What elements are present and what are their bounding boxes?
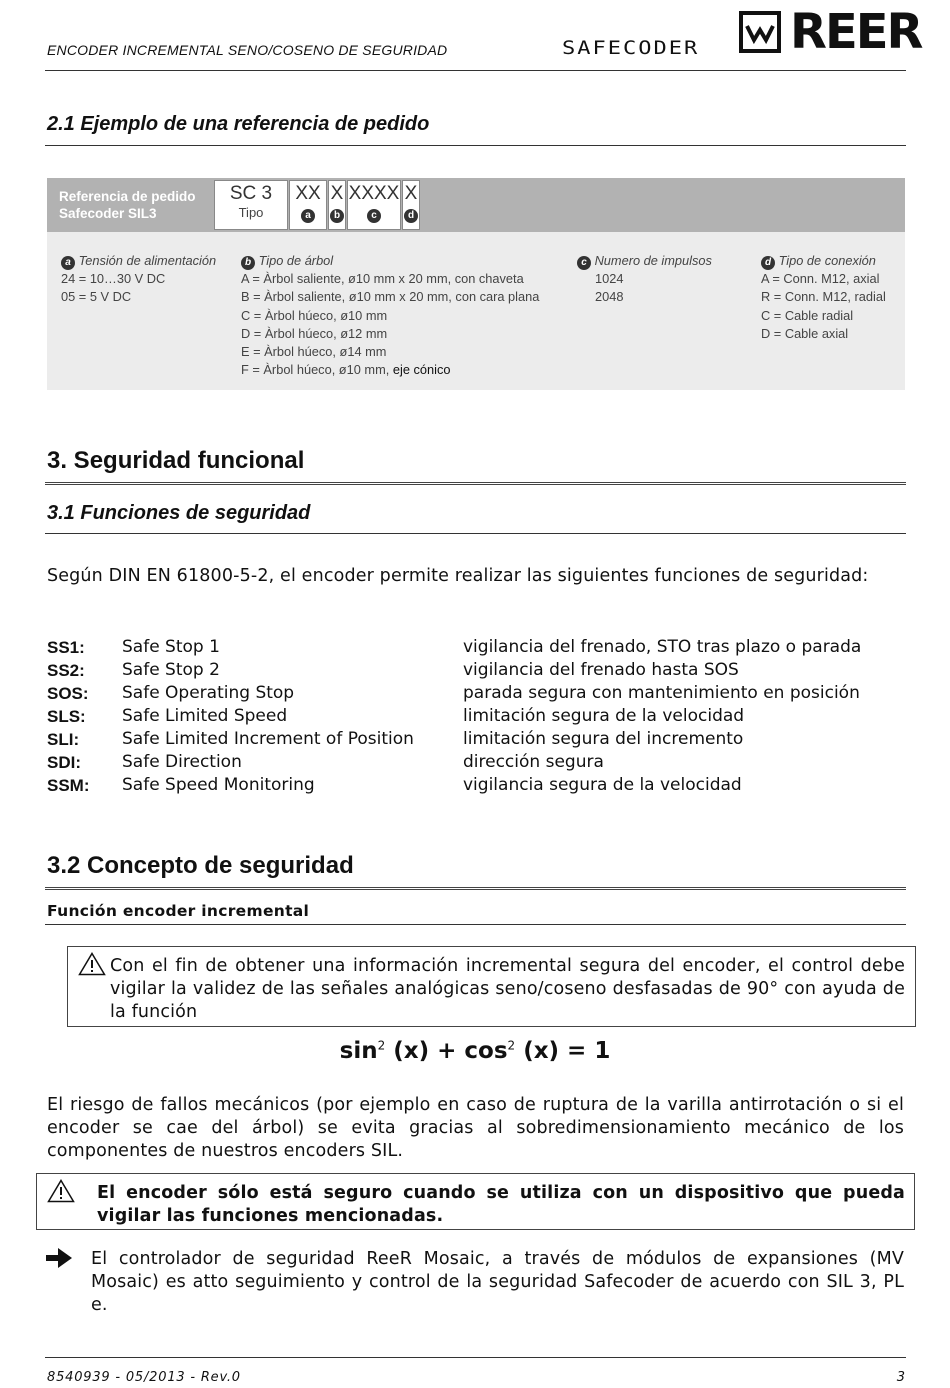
warning-triangle-icon xyxy=(78,952,106,976)
section-3-1-rule xyxy=(45,533,906,534)
function-row: SLS: Safe Limited Speed limitación segura de la velocidad xyxy=(47,706,745,726)
code-box-d: X d xyxy=(402,180,420,230)
warning-text-signals: Con el fin de obtener una información incremental segura del encoder, el control debe vigilar la validez de las señales analógicas seno/coseno desfasadas de 90° con ayuda de la función xyxy=(110,956,905,1022)
warning-text-monitoring: El encoder sólo está seguro cuando se utiliza con un dispositivo que pueda vigilar las funciones mencionadas. xyxy=(97,1183,905,1226)
safety-functions-table xyxy=(47,636,907,797)
footer-document-id: 8540939 - 05/2013 - Rev.0 xyxy=(47,1370,241,1385)
section-3-heading: 3. Seguridad funcional xyxy=(47,447,305,474)
header-title: ENCODER INCREMENTAL SENO/COSENO DE SEGURIDAD xyxy=(47,42,448,58)
reer-mark-icon xyxy=(738,10,782,54)
code-box-a: XX a xyxy=(289,180,327,230)
formula: $\sin^2 (x) + \cos^2 (x) = 1$ xyxy=(339,1038,611,1064)
section-3-2-heading: 3.2 Concepto de seguridad xyxy=(47,852,354,879)
function-row: SS2: Safe Stop 2 vigilancia del frenado hasta SOS xyxy=(47,660,739,680)
arrow-right-icon xyxy=(46,1248,72,1268)
code-box-type: SC 3 Tipo xyxy=(214,180,288,230)
order-reference-figure xyxy=(47,178,905,390)
code-box-b: X b xyxy=(328,180,346,230)
logo-product: SAFECODER xyxy=(562,37,700,60)
section-3-rule xyxy=(45,482,906,488)
function-row: SOS: Safe Operating Stop parada segura con mantenimiento en posición xyxy=(47,683,860,703)
warning-triangle-icon xyxy=(47,1179,75,1203)
warning-box-signals xyxy=(67,946,916,1027)
column-connection-type: d Tipo de conexión A = Conn. M12, axial R = Conn. M12, radial C = Cable radial D = Cable axial xyxy=(761,253,886,341)
section-3-2-rule xyxy=(45,887,906,893)
subheading-rule xyxy=(45,924,906,925)
section-2-1-heading: 2.1 Ejemplo de una referencia de pedido xyxy=(47,113,430,135)
logo-brand: REER xyxy=(790,4,922,60)
column-pulse-count: c Numero de impulsos 1024 2048 xyxy=(577,252,712,307)
function-row: SSM: Safe Speed Monitoring vigilancia segura de la velocidad xyxy=(47,775,742,795)
order-reference-label: Referencia de pedido Safecoder SIL3 xyxy=(59,189,196,221)
brand-logo xyxy=(562,4,922,66)
warning-box-monitoring xyxy=(36,1173,915,1230)
header-rule xyxy=(45,70,906,71)
footer-page-number: 3 xyxy=(896,1370,905,1385)
mechanical-failure-paragraph: El riesgo de fallos mecánicos (por ejemplo en caso de ruptura de la varilla antirrotación o si el encoder se cae del árbol) se evita gracias al sobredimensionamiento mecánico de los componentes de nuestros encoders SIL. xyxy=(47,1095,904,1161)
section-3-1-heading: 3.1 Funciones de seguridad xyxy=(47,502,311,524)
functions-intro: Según DIN EN 61800-5-2, el encoder permite realizar las siguientes funciones de seguridad: xyxy=(47,566,869,586)
code-box-c: XXXX c xyxy=(347,180,401,230)
column-supply-voltage: a Tensión de alimentación 24 = 10…30 V DC 05 = 5 V DC xyxy=(61,253,217,305)
footer-rule xyxy=(45,1357,906,1358)
heading-rule xyxy=(45,145,906,146)
mosaic-note: El controlador de seguridad ReeR Mosaic, a través de módulos de expansiones (MV Mosaic) es atto seguimiento y control de la seguridad Safecoder de acuerdo con SIL 3, PL e. xyxy=(91,1249,904,1315)
function-row: SDI: Safe Direction dirección segura xyxy=(47,752,604,772)
column-shaft-type: b Tipo de árbol A = Àrbol saliente, ø10 mm x 20 mm, con chaveta B = Àrbol saliente, ø10 mm x 20 mm, con cara plana C = Àrbol húeco, ø10 mm D = Àrbol húeco, ø12 mm E = Àrbol húeco, ø14 mm F = Àrbol húeco, ø10 mm, eje cónico xyxy=(241,253,540,378)
figure-header-bar xyxy=(47,178,905,232)
function-row: SLI: Safe Limited Increment of Position limitación segura del incremento xyxy=(47,729,744,749)
function-row: SS1: Safe Stop 1 vigilancia del frenado, STO tras plazo o parada xyxy=(47,637,862,657)
subheading-incremental-encoder: Función encoder incremental xyxy=(47,902,310,920)
